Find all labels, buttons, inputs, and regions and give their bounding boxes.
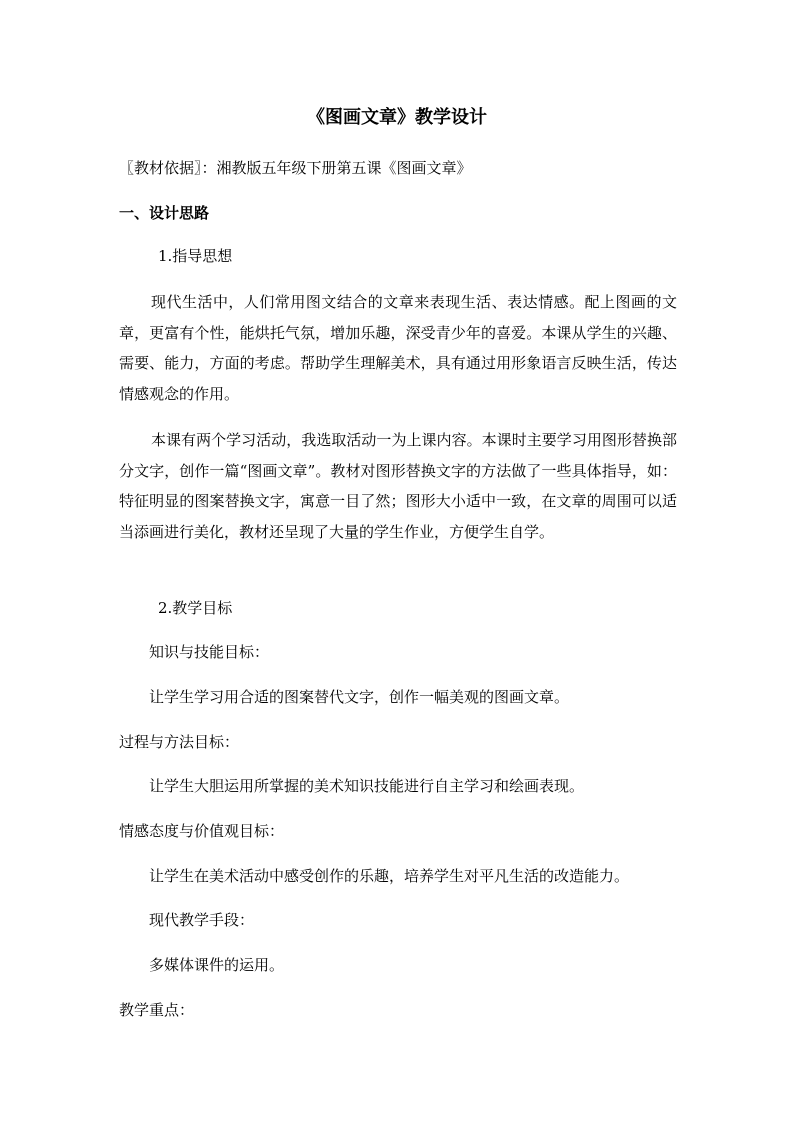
goal-emotion-text: 让学生在美术活动中感受创作的乐趣，培养学生对平凡生活的改造能力。: [149, 867, 630, 885]
key-points-label: 教学重点：: [119, 1001, 195, 1019]
teaching-means-label: 现代教学手段：: [149, 911, 255, 929]
goal-process-label: 过程与方法目标：: [119, 733, 240, 751]
section-heading-design-ideas: 一、设计思路: [119, 204, 210, 222]
paragraph-guiding-ideology: 现代生活中，人们常用图文结合的文章来表现生活、表达情感。配上图画的文章，更富有个性，能烘托气氛，增加乐趣，深受青少年的喜爱。本课从学生的兴趣、需要、能力，方面的考虑。帮助学生理解美术，具有通过用形象语言反映生活，传达情感观念的作用。: [119, 293, 677, 403]
paragraph-lesson-activities: 本课有两个学习活动，我选取活动一为上课内容。本课时主要学习用图形替换部分文字，创作一篇“图画文章”。教材对图形替换文字的方法做了一些具体指导，如：特征明显的图案替换文字，寓意一目了然；图形大小适中一致，在文章的周围可以适当添画进行美化，教材还呈现了大量的学生作业，方便学生自学。: [119, 431, 677, 541]
teaching-means-text: 多媒体课件的运用。: [149, 956, 285, 974]
document-title: 《图画文章》教学设计: [307, 107, 487, 128]
subheading-teaching-goals: 2.教学目标: [158, 599, 233, 617]
goal-knowledge-label: 知识与技能目标：: [149, 643, 270, 661]
textbook-basis: 〖教材依据〗：湘教版五年级下册第五课《图画文章》: [119, 159, 472, 177]
goal-emotion-label: 情感态度与价值观目标：: [119, 822, 285, 840]
subheading-guiding-ideology: 1.指导思想: [158, 247, 233, 265]
goal-process-text: 让学生大胆运用所掌握的美术知识技能进行自主学习和绘画表现。: [149, 777, 585, 795]
goal-knowledge-text: 让学生学习用合适的图案替代文字，创作一幅美观的图画文章。: [149, 688, 570, 706]
